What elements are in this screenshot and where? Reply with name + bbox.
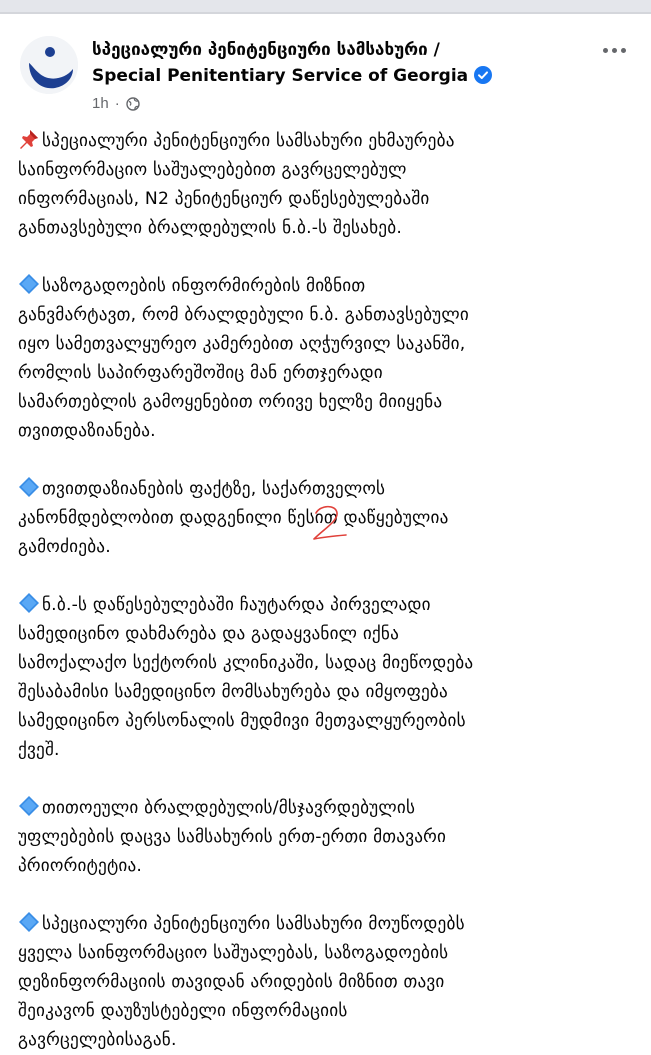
pushpin-icon: [18, 128, 40, 150]
handwritten-annotation: [306, 499, 352, 545]
more-options-button[interactable]: [596, 38, 632, 62]
blue-diamond-icon: [18, 795, 40, 817]
page-avatar[interactable]: [20, 36, 78, 94]
paragraph-text: თვითდაზიანების ფაქტზე, საქართველოს კანონმდებლობით დადგენილი წესით დაწყებულია გამოძიება.: [18, 479, 449, 557]
paragraph-text: თითოეული ბრალდებულის/მსჯავრდებულის უფლებების დაცვა სამსახურის ერთ-ერთი მთავარი პრიორიტეტია.: [18, 798, 447, 876]
top-divider: [0, 0, 651, 14]
paragraph-text: ნ.ბ.-ს დაწესებულებაში ჩაუტარდა პირველადი სამედიცინო დახმარება და გადაყვანილ იქნა სამოქალაქო სექტორის კლინიკაში, სადაც მიეწოდება შესაბამისი სამედიცინო მომსახურება და იმყოფება სამედიცინო პერსონალის მუდმივი მეთვალყურეობის ქვეშ.: [18, 595, 474, 760]
post-body: [18, 127, 638, 1055]
more-dot: [603, 48, 608, 53]
blue-diamond-icon: [18, 592, 40, 614]
post-paragraph: [18, 591, 638, 765]
paragraph-text: სპეციალური პენიტენციური სამსახური ეხმაურება საინფორმაციო საშუალებებით გავრცელებულ ინფორმაციას, N2 პენიტენციურ დაწესებულებაში განთავსებული ბრალდებულის ნ.ბ.-ს შესახებ.: [18, 131, 455, 238]
post-paragraph: [18, 127, 638, 243]
post-paragraph: [18, 910, 638, 1055]
page-name-georgian[interactable]: სპეციალური პენიტენციური სამსახური /: [92, 40, 440, 60]
globe-icon: [126, 97, 140, 111]
more-dot: [612, 48, 617, 53]
post-paragraph: [18, 272, 638, 446]
verified-badge-icon: [474, 66, 492, 84]
more-dot: [621, 48, 626, 53]
post-timestamp[interactable]: 1h: [92, 95, 109, 112]
page-name[interactable]: [92, 37, 562, 89]
meta-separator: ·: [114, 95, 120, 112]
blue-diamond-icon: [18, 273, 40, 295]
blue-diamond-icon: [18, 911, 40, 933]
blue-diamond-icon: [18, 476, 40, 498]
post-meta: [92, 95, 140, 112]
paragraph-text: სპეციალური პენიტენციური სამსახური მოუწოდებს ყველა საინფორმაციო საშუალებას, საზოგადოების დეზინფორმაციის თავიდან არიდების მიზნით თავი შეიკავონ დაუზუსტებელი ინფორმაციის გავრცელებისაგან.: [18, 914, 465, 1050]
paragraph-text: საზოგადოების ინფორმირების მიზნით განვმარტავთ, რომ ბრალდებული ნ.ბ. განთავსებული იყო სამეთვალყურეო კამერებით აღჭურვილ საკანში, რომლის საპირფარეშოშიც მან ერთჯერადი სამართებლის გამოყენებით ორივე ხელზე მიიყენა თვითდაზიანება.: [18, 276, 469, 441]
post-paragraph: [18, 794, 638, 881]
page-name-english[interactable]: Special Penitentiary Service of Georgia: [92, 66, 469, 86]
